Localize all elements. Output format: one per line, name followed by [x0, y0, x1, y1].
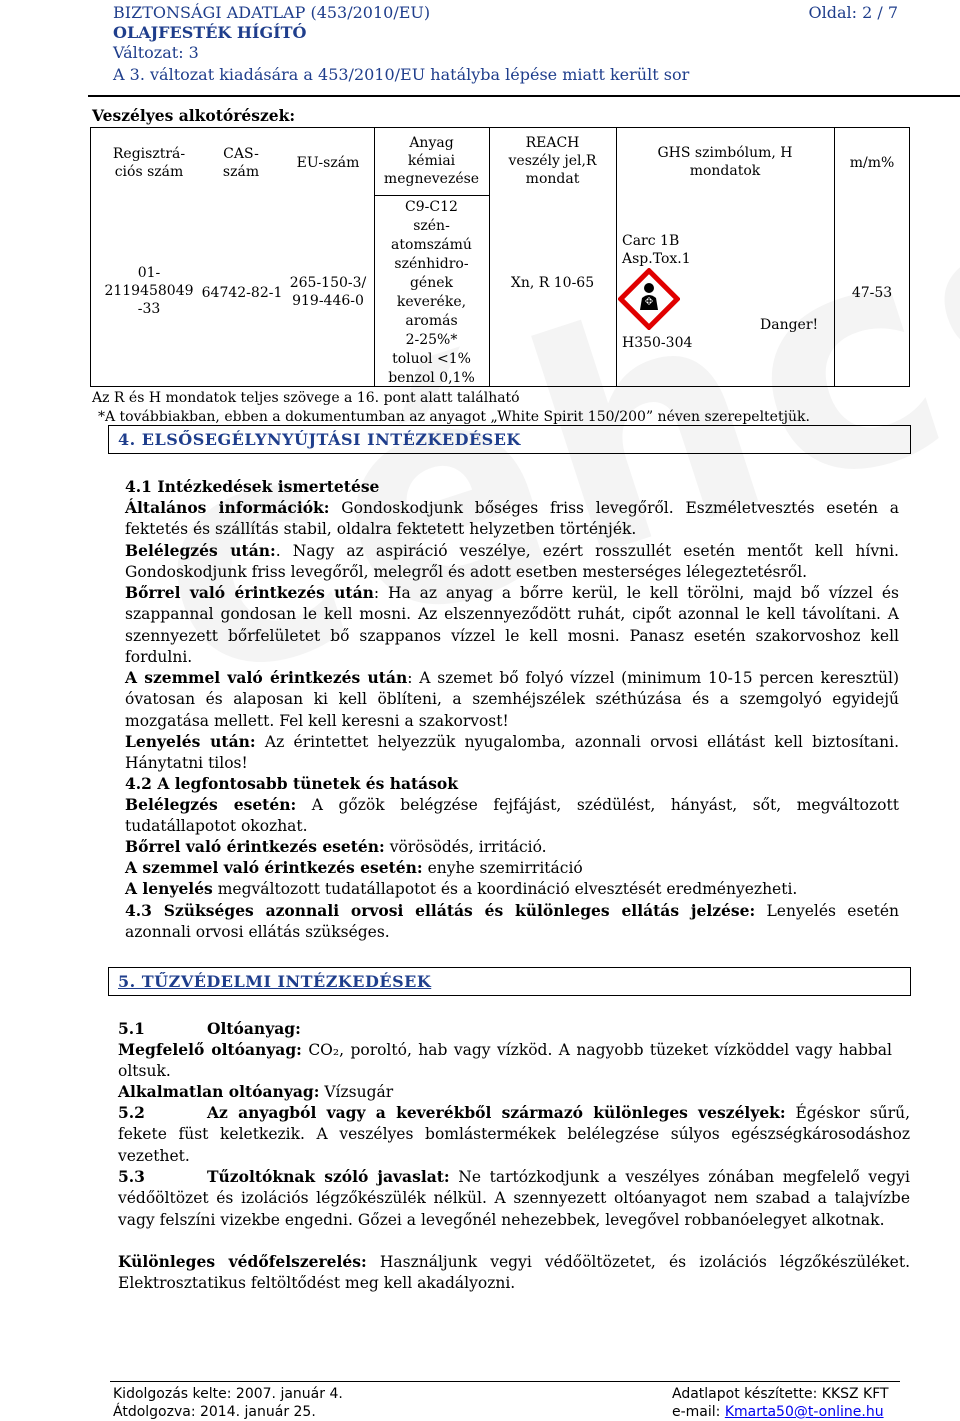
table-border-bottom: [90, 386, 910, 387]
header-cas-line: szám: [222, 164, 260, 180]
email-link[interactable]: Kmarta50@t-online.hu: [724, 1404, 884, 1420]
symptoms-skin-label: Bőrrel való érintkezés esetén:: [125, 837, 385, 856]
footer-rule: [110, 1381, 900, 1382]
section-4-3-text: Lenyelés esetén azonnali orvosi ellátás szükséges.: [125, 902, 899, 942]
special-equipment-label: Különleges védőfelszerelés:: [118, 1252, 367, 1271]
header-cas: [206, 145, 276, 181]
section-5-3-text: Ne tartózkodjunk a veszélyes zónában megfelelő vegyi védőöltözet és izolációs légzőkészülék nélkül. A szennyezett oltóanyagot nem szabad a talajvízbe vagy felszíni vizekbe engedni. Gőzei a levegőnél nehezebbek, levegővel robbanóelegyet alkotnak.: [118, 1168, 911, 1229]
row-registration-line: 2119458049: [104, 283, 194, 299]
unsuitable-media-text: Vízsugár: [319, 1083, 394, 1101]
symptoms-ingestion-text: megváltozott tudatállapotot és a koordináció elvesztését eredményezheti.: [212, 880, 798, 898]
hazard-table-title: Veszélyes alkotórészek:: [92, 106, 296, 125]
header-registration: [92, 145, 206, 181]
general-info-text: Gondoskodjunk bőséges friss levegőről. Eszméletvesztés esetén a fektetés és szállítás stabil, oldalra fektetett helyzetben történjék.: [125, 499, 899, 539]
row-name-line: keveréke,: [396, 294, 467, 310]
revised-date: Átdolgozva: 2014. január 25.: [113, 1404, 316, 1420]
header-mm: m/m%: [849, 155, 895, 171]
header-ghs-line: GHS szimbólum, H: [657, 145, 793, 161]
row-reach: Xn, R 10-65: [510, 275, 595, 291]
header-name-line: kémiai: [407, 153, 456, 169]
header-reach-line: veszély jel,R: [508, 153, 597, 169]
section-4-3-label: 4.3 Szükséges azonnali orvosi ellátás és különleges ellátás jelzése:: [125, 901, 756, 920]
skin-contact-label: Bőrrel való érintkezés után: [125, 583, 374, 602]
ingestion-label: Lenyelés után:: [125, 732, 256, 751]
unsuitable-media-paragraph: [118, 1081, 892, 1103]
row-registration: [92, 264, 206, 318]
inhalation-text: . Nagy az aspiráció veszélye, ezért rosszullét esetén mentőt kell hívni. Gondoskodjunk friss levegőről, melegről és adott esetben mesterséges lélegeztetésről.: [125, 542, 899, 582]
special-equipment-text: Használjunk vegyi védőöltözetet, és izolációs légzőkészüléket. Elektrosztatikus feltöltődést meg kell akadályozni.: [118, 1253, 910, 1293]
row-name-line: atomszámú: [391, 237, 472, 253]
header-cas-line: CAS-: [223, 146, 259, 162]
row-eu-line: 265-150-3/: [289, 275, 367, 291]
version: Változat: 3: [113, 43, 199, 62]
eye-contact-paragraph: [125, 667, 899, 732]
header-reach: [489, 134, 616, 188]
row-registration-line: 01-: [137, 265, 161, 281]
symptoms-ingestion-label: A lenyelés: [125, 879, 213, 898]
version-note: A 3. változat kiadására a 453/2010/EU hatályba lépése miatt került sor: [113, 65, 690, 84]
section-5-1-title: Oltóanyag:: [207, 1019, 301, 1038]
section-5-2-label: Az anyagból vagy a keverékből származó különleges veszélyek:: [207, 1103, 786, 1122]
ingestion-paragraph: [125, 731, 899, 775]
symptoms-inhalation-label: Belélegzés esetén:: [125, 795, 297, 814]
header-rule: [88, 95, 960, 97]
row-eu-line: 919-446-0: [292, 293, 364, 309]
row-name-line: toluol <1%: [392, 351, 471, 367]
special-equipment-paragraph: [118, 1251, 910, 1295]
general-info-label: Általános információk:: [125, 498, 330, 517]
inhalation-label: Belélegzés után:: [125, 541, 276, 560]
symptoms-skin-text: vörösödés, irritáció.: [384, 838, 547, 856]
header-registration-line: Regisztrá-: [112, 146, 186, 162]
header-reach-line: mondat: [525, 171, 580, 187]
row-ghs-class-line: Carc 1B: [622, 233, 680, 249]
name-header-divider: [374, 195, 489, 196]
row-name-line: aromás: [405, 313, 458, 329]
header-ghs: [616, 144, 834, 180]
header-name-line: megnevezése: [383, 171, 480, 187]
section-4-3-paragraph: [125, 900, 899, 944]
eye-contact-label: A szemmel való érintkezés után: [125, 668, 408, 687]
email-line: [672, 1403, 884, 1421]
unsuitable-media-label: Alkalmatlan oltóanyag:: [118, 1082, 320, 1101]
section-5-3-label: Tűzoltóknak szóló javaslat:: [207, 1167, 450, 1186]
star-note: *A továbbiakban, ebben a dokumentumban az anyagot „White Spirit 150/200” néven szerepeltetjük.: [98, 409, 810, 425]
eye-contact-text: : A szemet bő folyó vízzel (minimum 10-15 percen keresztül) óvatosan és alaposan ki kell öblíteni, a szemhéjszélek széthúzása és a szemgolyó egyidejű mozgatása mellett. Fel kell keresni a szakorvost!: [125, 669, 899, 730]
symptoms-eye-text: enyhe szemirritáció: [422, 859, 583, 877]
document-title: BIZTONSÁGI ADATLAP (453/2010/EU): [113, 3, 431, 22]
ghs-health-hazard-icon: [618, 268, 680, 330]
section-4-title: 4. ELSŐSEGÉLYNYÚJTÁSI INTÉZKEDÉSEK: [118, 430, 521, 449]
row-ghs-class: [622, 232, 691, 268]
ingestion-text: Az érintettet helyezzük nyugalomba, azonnali orvosi ellátást kell biztosítani. Hánytatni tilos!: [125, 733, 899, 773]
header-name: [374, 134, 489, 188]
table-footnote: Az R és H mondatok teljes szövege a 16. pont alatt található: [92, 390, 520, 406]
section-5-1-number: 5.1: [118, 1019, 145, 1038]
table-border-top: [90, 127, 910, 128]
header-reach-line: REACH: [525, 135, 580, 151]
row-registration-line: -33: [137, 301, 161, 317]
created-date: Kidolgozás kelte: 2007. január 4.: [113, 1386, 343, 1402]
suitable-media-label: Megfelelő oltóanyag:: [118, 1040, 302, 1059]
symptoms-eye: [125, 857, 899, 879]
section-4-2-title: 4.2 A legfontosabb tünetek és hatások: [125, 774, 459, 793]
row-name-line: C9-C12: [405, 199, 458, 215]
section-5-2-paragraph: [118, 1102, 910, 1167]
skin-contact-paragraph: [125, 582, 899, 668]
suitable-media-text: CO₂, poroltó, hab vagy vízköd. A nagyobb tüzeket vízköddel vagy habbal oltsuk.: [118, 1041, 893, 1081]
row-name-line: 2-25%*: [405, 332, 458, 348]
product-name: OLAJFESTÉK HÍGÍTÓ: [113, 23, 307, 42]
row-mm: 47-53: [851, 285, 893, 301]
author: Adatlapot készítette: KKSZ KFT: [672, 1386, 889, 1402]
symptoms-eye-label: A szemmel való érintkezés esetén:: [125, 858, 423, 877]
inhalation-paragraph: [125, 540, 899, 584]
header-eu: EU-szám: [296, 155, 360, 171]
symptoms-ingestion: [125, 878, 899, 900]
section-5-3-paragraph: [118, 1166, 910, 1231]
section-5-3-number: 5.3: [118, 1167, 145, 1186]
section-5-2-number: 5.2: [118, 1103, 145, 1122]
table-border-left: [90, 127, 91, 386]
email-label: e-mail:: [672, 1404, 725, 1420]
page-number: Oldal: 2 / 7: [808, 3, 898, 22]
row-name-line: gének: [409, 275, 454, 291]
section-5-title: 5. TŰZVÉDELMI INTÉZKEDÉSEK: [118, 972, 432, 991]
header-registration-line: ciós szám: [114, 164, 184, 180]
row-name-line: szénhidro-: [394, 256, 469, 272]
section-4-1-title: 4.1 Intézkedések ismertetése: [125, 477, 380, 496]
general-info-paragraph: [125, 497, 899, 541]
header-name-line: Anyag: [409, 135, 454, 151]
symptoms-skin: [125, 836, 899, 858]
row-ghs-signal: Danger!: [760, 317, 819, 333]
row-name-line: benzol 0,1%: [388, 370, 475, 386]
symptoms-inhalation-text: A gőzök belégzése fejfájást, szédülést, hányást, sőt, megváltozott tudatállapotot okozhat.: [125, 796, 899, 836]
header-ghs-line: mondatok: [689, 163, 761, 179]
row-ghs-class-line: Asp.Tox.1: [622, 251, 691, 267]
symptoms-inhalation: [125, 794, 899, 838]
suitable-media-paragraph: [118, 1039, 892, 1083]
row-eu: [282, 274, 374, 310]
section-5-2-text: Égéskor sűrű, fekete füst keletkezik. A veszélyes bomlástermékek belélegzése súlyos egészségkárosodáshoz vezethet.: [118, 1104, 910, 1165]
row-cas: 64742-82-1: [201, 285, 283, 301]
row-ghs-h-statement: H350-304: [622, 335, 693, 351]
skin-contact-text: : Ha az anyag a bőrre kerül, le kell törölni, majd bő vízzel és szappannal gondosan le kell mosni. Az elszennyeződött ruhát, cipőt azonnal le kell távolítani. A szennyezett bőrfelületet bő szappanos vízzel le kell mosni. Panasz esetén szakorvoshoz kell fordulni.: [125, 584, 899, 666]
row-name-line: szén-: [413, 218, 450, 234]
row-substance-name: [374, 198, 489, 388]
